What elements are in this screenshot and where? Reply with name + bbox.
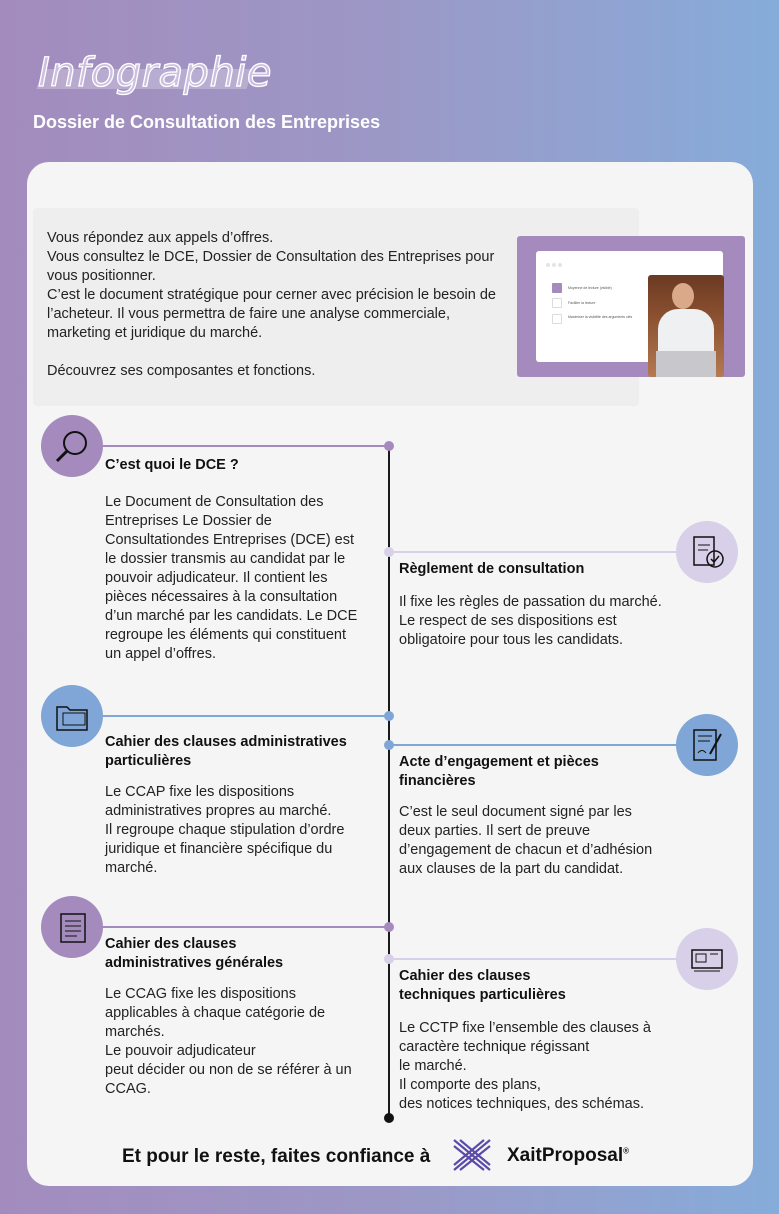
timeline-node xyxy=(384,711,394,721)
intro-line: Découvrez ses composantes et fonctions. xyxy=(47,363,316,379)
kicker-title: Infographie xyxy=(38,50,273,96)
signed-contract-badge xyxy=(676,714,738,776)
window-dot xyxy=(546,263,550,267)
blueprint-icon xyxy=(688,940,726,978)
clipboard-document-icon xyxy=(53,908,91,946)
section-title: Cahier des clauses administratives générales xyxy=(105,936,284,971)
section-body: Le Document de Consultation des Entreprises Le Dossier de Consultationdes Entreprises (DCE) est le dossier transmis au candidat par le pouvoir adjudicateur. Il contient les pièces nécessaires à la consultation d’un marché par les candidats. Le DCE regroupe les éléments qui constituent un appel d’offres. xyxy=(105,494,358,662)
checkbox xyxy=(552,314,562,324)
timeline-node xyxy=(384,740,394,750)
section-body: Le CCAG fixe les dispositions applicables à chaque catégorie de marchés. Le pouvoir adjudicateur peut décider ou non de se référer à un CCAG. xyxy=(105,986,352,1097)
section-title: Cahier des clauses techniques particulières xyxy=(399,968,566,1003)
blueprint-badge xyxy=(676,928,738,990)
brand-text: XaitProposal xyxy=(507,1145,624,1166)
mock-item: Moyenne de lecture (visible) xyxy=(568,286,612,290)
window-dot xyxy=(558,263,562,267)
timeline-node xyxy=(384,441,394,451)
connector-line xyxy=(389,744,707,746)
window-dot xyxy=(552,263,556,267)
intro-line: Vous répondez aux appels d’offres. xyxy=(47,230,274,246)
brand-name[interactable] xyxy=(507,1145,629,1167)
connector-line xyxy=(72,715,389,717)
intro-line: Vous consultez le DCE, Dossier de Consultation des Entreprises pour vous positionner. xyxy=(47,249,495,284)
timeline-node xyxy=(384,547,394,557)
timeline-node xyxy=(384,954,394,964)
intro-text xyxy=(47,229,507,381)
magnifier-icon xyxy=(53,427,91,465)
section-body: C’est le seul document signé par les deux parties. Il sert de preuve d’engagement de chacun et d’adhésion aux clauses de la part du candidat. xyxy=(399,804,653,877)
page-title: Dossier de Consultation des Entreprises xyxy=(33,112,381,132)
checkbox xyxy=(552,298,562,308)
magnifier-badge xyxy=(41,415,103,477)
connector-line xyxy=(389,958,707,960)
section-body: Le CCTP fixe l’ensemble des clauses à caractère technique régissant le marché. Il comporte des plans, des notices techniques, des schémas. xyxy=(399,1020,651,1112)
checkbox-checked xyxy=(552,283,562,293)
section-body: Le CCAP fixe les dispositions administratives propres au marché. Il regroupe chaque stipulation d’ordre juridique et financière spécifique du marché. xyxy=(105,784,345,876)
person-with-laptop-photo xyxy=(648,275,724,377)
intro-line: C’est le document stratégique pour cerner avec précision le besoin de l’acheteur. Il vous permettra de faire une analyse commerciale, marketing et juridique du marché. xyxy=(47,287,496,341)
folders-icon xyxy=(53,697,91,735)
clipboard-document-badge xyxy=(41,896,103,958)
section-body: Il fixe les règles de passation du marché. Le respect de ses dispositions est obligatoire pour tous les candidats. xyxy=(399,594,662,648)
xait-logo-icon xyxy=(452,1138,492,1172)
mock-item: Faciliter la lecture xyxy=(568,301,596,305)
section-title: C’est quoi le DCE ? xyxy=(105,457,239,473)
connector-line xyxy=(389,551,707,553)
signed-contract-icon xyxy=(688,726,726,764)
connector-line xyxy=(72,926,389,928)
mock-item: Maximiser la visibilité des arguments clés xyxy=(568,315,633,319)
footer-tagline: Et pour le reste, faites confiance à xyxy=(122,1146,431,1167)
timeline-node xyxy=(384,922,394,932)
spacer xyxy=(47,343,507,362)
section-title: Règlement de consultation xyxy=(399,561,585,577)
document-check-icon xyxy=(688,533,726,571)
timeline-end xyxy=(384,1113,394,1123)
section-title: Acte d’engagement et pièces financières xyxy=(399,754,599,789)
section-title: Cahier des clauses administratives particulières xyxy=(105,734,347,769)
connector-line xyxy=(72,445,389,447)
folders-badge xyxy=(41,685,103,747)
registered-mark: ® xyxy=(623,1146,630,1156)
document-check-badge xyxy=(676,521,738,583)
